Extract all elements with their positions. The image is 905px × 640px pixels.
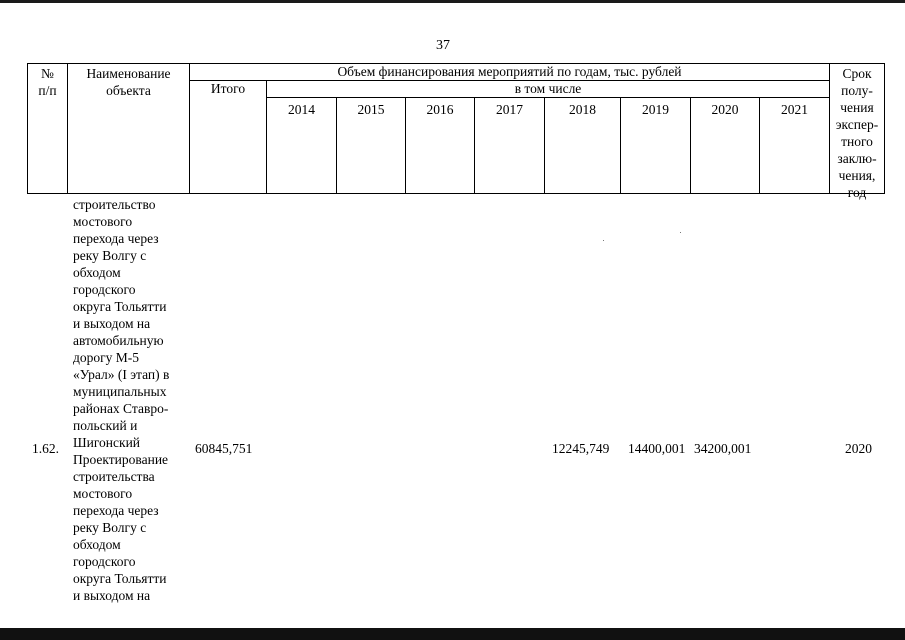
row-deadline: 2020 — [845, 441, 872, 456]
scan-speck — [603, 240, 604, 241]
header-year-2017: 2017 — [496, 102, 523, 117]
top-border — [0, 0, 905, 3]
bottom-border — [0, 628, 905, 640]
header-year-2019: 2019 — [642, 102, 669, 117]
page-number: 37 — [436, 38, 450, 53]
header-year-2016: 2016 — [426, 102, 454, 117]
header-year-2020: 2020 — [711, 102, 739, 117]
header-object-name: Наименование объекта — [86, 66, 171, 98]
header-year-2014: 2014 — [288, 102, 315, 117]
row-2020: 34200,001 — [694, 441, 752, 456]
row-2018: 12245,749 — [552, 441, 610, 456]
row-number: 1.62. — [32, 441, 59, 456]
object-name-text: строительство мостового перехода через реку Волгу с обходом городского округа Тольятти и выходом на автомобильную дорогу М-5 «Урал» (I этап) в муниципальных районах Ставро- польский и Шигонский Проектирование строительства мостового перехода через реку Волгу с обходом городского округа Тольятти и выходом на — [73, 197, 170, 603]
row-2019: 14400,001 — [628, 441, 686, 456]
row-total: 60845,751 — [195, 441, 253, 456]
header-year-2015: 2015 — [357, 102, 385, 117]
header-year-2021: 2021 — [781, 102, 808, 117]
header-number: № п/п — [38, 66, 57, 98]
header-funding-title: Объем финансирования мероприятий по годам, тыс. рублей — [337, 64, 682, 79]
header-total: Итого — [210, 81, 246, 96]
header-year-2018: 2018 — [569, 102, 596, 117]
scan-speck — [680, 232, 681, 233]
header-deadline: Срок полу- чения экспер- тного заклю- чения, год — [835, 66, 879, 200]
header-including: в том числе — [514, 81, 582, 96]
